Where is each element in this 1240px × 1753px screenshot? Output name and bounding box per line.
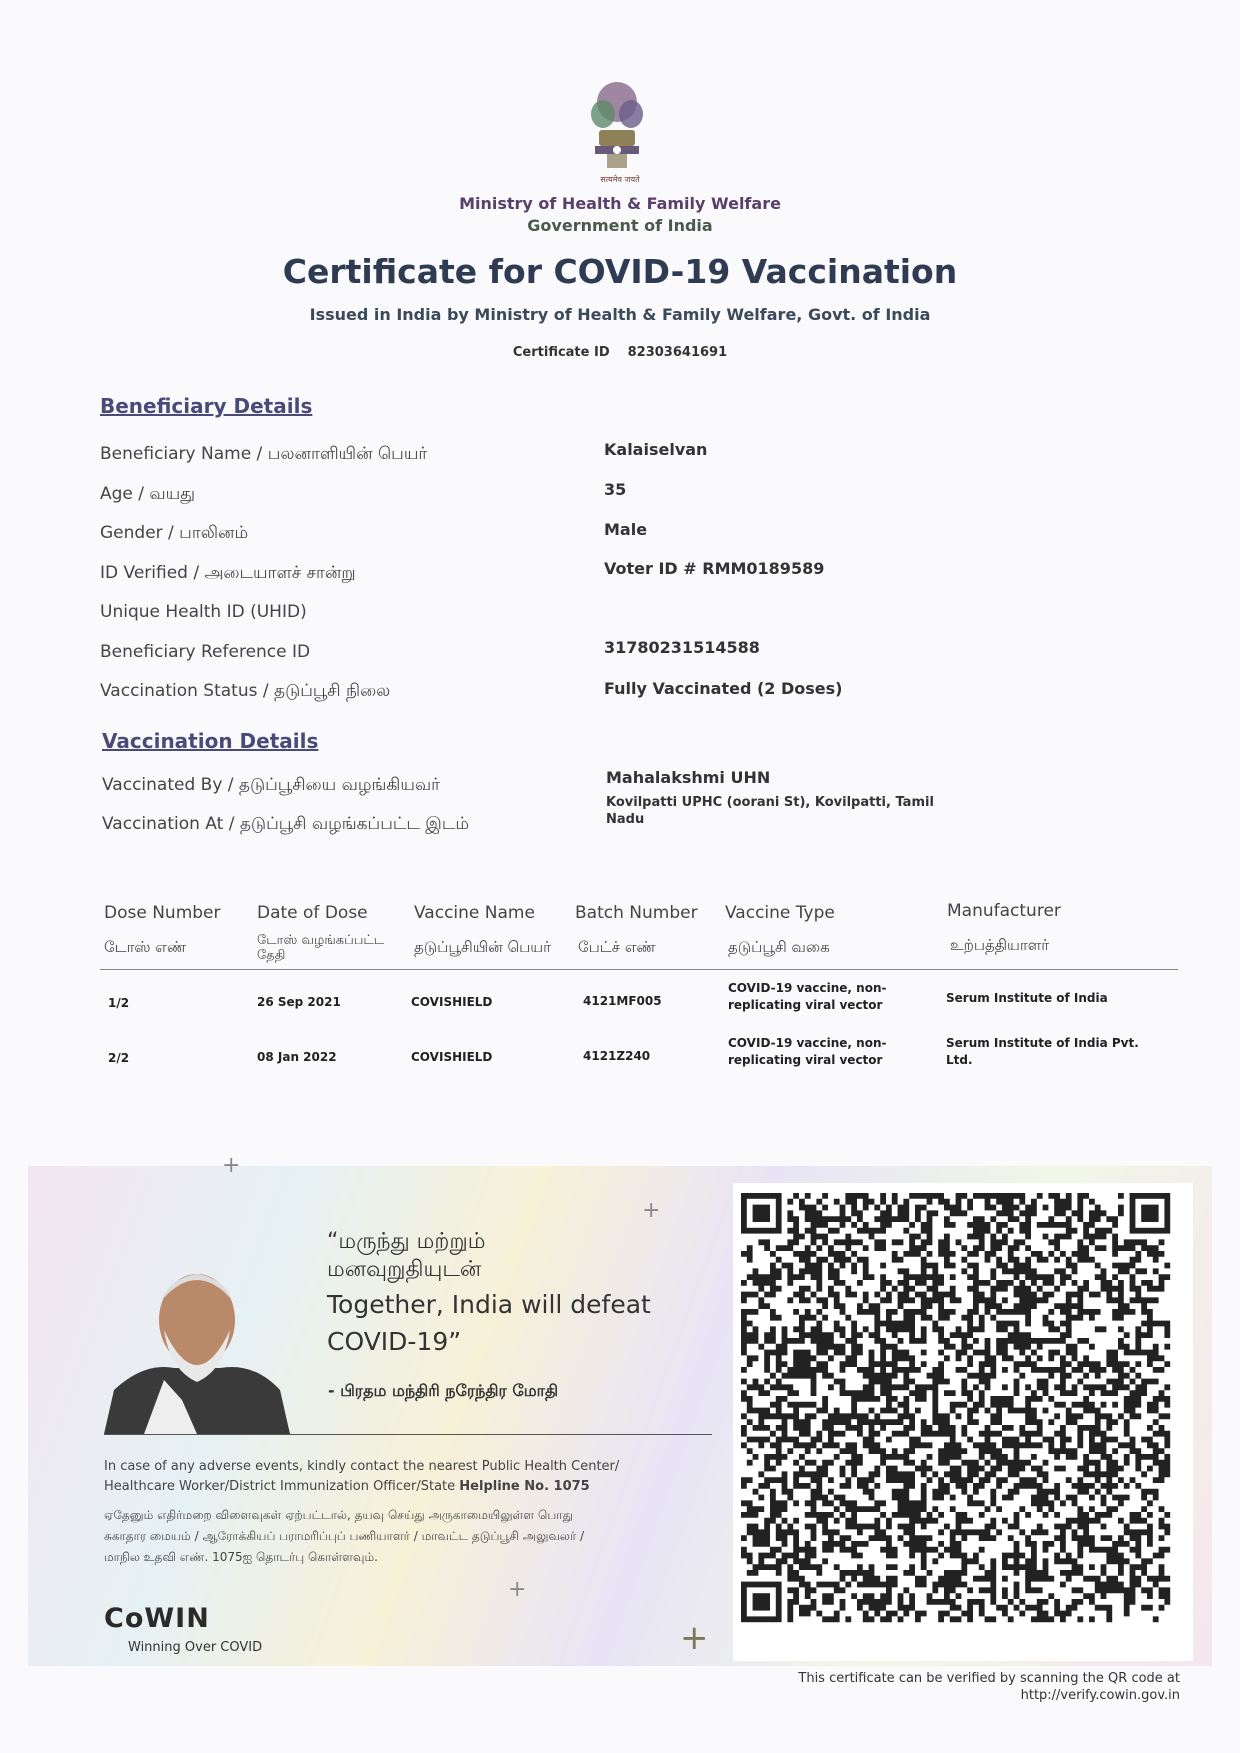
issued-by: Issued in India by Ministry of Health & Family Welfare, Govt. of India <box>309 305 931 324</box>
certificate-id-value: 82303641691 <box>627 345 728 360</box>
dose-2-type: COVID-19 vaccine, non-replicating viral vector <box>728 1036 887 1067</box>
qr-code-frame <box>733 1183 1193 1661</box>
th-manufacturer-ta: உற்பத்தியாளர் <box>950 936 1050 954</box>
qr-finder-pattern <box>753 1205 770 1222</box>
plus-decoration-icon: + <box>508 1577 527 1602</box>
prime-minister-photo <box>104 1250 290 1434</box>
dose-2-number: 2/2 <box>108 1051 130 1065</box>
th-vaccine-type: Vaccine Type <box>725 903 835 923</box>
adverse-en-line-2-text: Healthcare Worker/District Immunization Officer/State <box>104 1479 456 1494</box>
plus-decoration-icon: + <box>642 1198 661 1223</box>
vaccinated-by-label: Vaccinated By / தடுப்பூசியை வழங்கியவர் <box>102 775 441 795</box>
verify-instructions <box>700 1670 1180 1704</box>
qr-code-icon <box>733 1183 1193 1661</box>
th-batch-number: Batch Number <box>575 903 698 923</box>
pm-attribution: - பிரதம மந்திரி நரேந்திர மோதி <box>328 1381 559 1400</box>
dose-2-manufacturer: Serum Institute of India Pvt. Ltd. <box>946 1036 1139 1067</box>
beneficiary-name-value: Kalaiselvan <box>604 440 708 459</box>
beneficiary-section-title: Beneficiary Details <box>100 394 313 418</box>
adverse-ta-line-3: மாநில உதவி எண். 1075ஐ தொடர்பு கொள்ளவும். <box>104 1550 378 1564</box>
dose-2-batch: 4121Z240 <box>583 1049 651 1063</box>
qr-finder-pattern <box>753 1593 770 1610</box>
vaccinated-at-value: Kovilpatti UPHC (oorani St), Kovilpatti, Tamil Nadu <box>606 795 934 827</box>
dose-1-batch: 4121MF005 <box>583 994 662 1008</box>
th-dose-number: Dose Number <box>104 903 221 923</box>
adverse-ta-line-2: சுகாதார மையம் / ஆரோக்கியப் பராமரிப்புப் பணியாளர் / மாவட்ட தடுப்பூசி அலுவலர் / <box>104 1529 585 1543</box>
gender-label: Gender / பாலினம் <box>100 523 249 543</box>
th-dose-number-ta: டோஸ் எண் <box>104 938 187 956</box>
vaccination-section-title: Vaccination Details <box>102 729 319 753</box>
th-batch-number-ta: பேட்ச் எண் <box>578 938 656 956</box>
vaccinated-by-value: Mahalakshmi UHN <box>606 768 771 787</box>
vaccination-status-value: Fully Vaccinated (2 Doses) <box>604 679 843 698</box>
certificate-id <box>0 345 1240 360</box>
promo-divider <box>104 1434 712 1435</box>
th-date-of-dose: Date of Dose <box>257 903 368 923</box>
vaccination-status-label: Vaccination Status / தடுப்பூசி நிலை <box>100 681 391 701</box>
qr-finder-pattern <box>1141 1205 1158 1222</box>
page-title: Certificate for COVID-19 Vaccination <box>282 252 958 291</box>
dose-1-vaccine: COVISHIELD <box>411 995 493 1009</box>
age-label: Age / வயது <box>100 484 196 504</box>
reference-id-label: Beneficiary Reference ID <box>100 642 311 662</box>
id-verified-value: Voter ID # RMM0189589 <box>604 559 825 578</box>
dose-1-date: 26 Sep 2021 <box>257 995 341 1009</box>
cowin-tagline: Winning Over COVID <box>128 1640 263 1655</box>
beneficiary-name-label: Beneficiary Name / பலனாளியின் பெயர் <box>100 444 428 464</box>
adverse-events-english <box>104 1457 704 1497</box>
table-header-divider <box>100 969 1178 970</box>
dose-1-number: 1/2 <box>108 996 130 1010</box>
emblem-motto: सत्यमेव जयते <box>600 175 640 184</box>
th-vaccine-type-ta: தடுப்பூசி வகை <box>728 938 830 956</box>
plus-decoration-icon: + <box>680 1618 709 1658</box>
dose-2-date: 08 Jan 2022 <box>257 1050 337 1064</box>
vaccinated-at-label: Vaccination At / தடுப்பூசி வழங்கப்பட்ட இடம் <box>102 814 470 834</box>
ministry-name: Ministry of Health & Family Welfare <box>459 194 781 213</box>
plus-decoration-icon: + <box>222 1153 241 1178</box>
qr-modules <box>741 1193 1170 1622</box>
government-name: Government of India <box>527 216 713 235</box>
th-vaccine-name: Vaccine Name <box>414 903 535 923</box>
verify-line-1: This certificate can be verified by scanning the QR code at <box>798 1671 1180 1686</box>
verify-url[interactable]: http://verify.cowin.gov.in <box>1020 1688 1180 1703</box>
adverse-en-line-1: In case of any adverse events, kindly contact the nearest Public Health Center/ <box>104 1459 620 1474</box>
adverse-en-line-2 <box>104 1477 704 1497</box>
adverse-ta-line-1: ஏதேனும் எதிர்மறை விளைவுகள் ஏற்பட்டால், தயவு செய்து அருகாமையிலுள்ள பொது <box>104 1508 573 1522</box>
th-manufacturer: Manufacturer <box>947 901 1061 921</box>
pm-quote <box>327 1228 707 1360</box>
dose-2-vaccine: COVISHIELD <box>411 1050 493 1064</box>
age-value: 35 <box>604 480 627 499</box>
uhid-label: Unique Health ID (UHID) <box>100 602 307 622</box>
cowin-logo: CoWIN <box>104 1603 210 1634</box>
reference-id-value: 31780231514588 <box>604 638 760 657</box>
pm-quote-english: Together, India will defeat COVID-19” <box>327 1290 651 1356</box>
dose-1-manufacturer: Serum Institute of India <box>946 991 1108 1005</box>
certificate-id-label: Certificate ID <box>512 345 610 360</box>
th-vaccine-name-ta: தடுப்பூசியின் பெயர் <box>414 938 551 956</box>
id-verified-label: ID Verified / அடையாளச் சான்று <box>100 563 356 583</box>
adverse-events-tamil <box>104 1505 704 1568</box>
th-date-of-dose-ta: டோஸ் வழங்கப்பட்ட தேதி <box>257 933 385 963</box>
helpline-number: Helpline No. 1075 <box>459 1479 590 1494</box>
pm-quote-tamil: “மருந்து மற்றும் மனவுறுதியுடன் <box>327 1229 486 1282</box>
dose-1-type: COVID-19 vaccine, non-replicating viral vector <box>728 981 887 1012</box>
gender-value: Male <box>604 520 648 539</box>
